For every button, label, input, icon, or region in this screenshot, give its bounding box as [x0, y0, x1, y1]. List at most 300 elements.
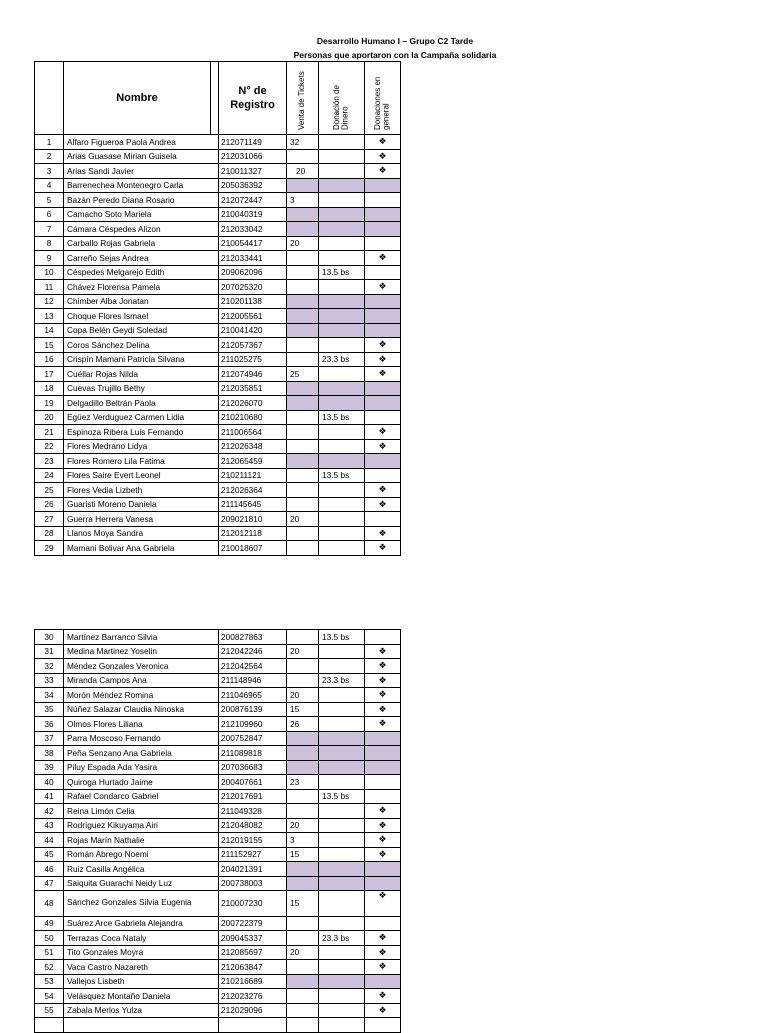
row-number: 33 — [35, 673, 64, 688]
row-tickets — [287, 876, 319, 891]
row-registro: 211006564 — [219, 425, 287, 440]
row-number: 35 — [35, 702, 64, 717]
table-row — [35, 1018, 401, 1033]
row-registro: 200827863 — [219, 630, 287, 645]
row-dinero — [319, 960, 365, 975]
row-registro: 210201138 — [219, 294, 287, 309]
row-general: ❖ — [365, 251, 401, 266]
row-registro: 212031066 — [219, 149, 287, 164]
row-registro: 210007230 — [219, 891, 287, 917]
contributors-table-part1 — [34, 61, 401, 556]
table-row — [35, 512, 401, 527]
row-name: Flores Romero Lila Fatima — [64, 454, 219, 469]
row-dinero: 23.3 bs — [319, 352, 365, 367]
row-tickets: 20 — [287, 945, 319, 960]
row-tickets: 20 — [287, 512, 319, 527]
row-tickets — [287, 309, 319, 324]
row-general — [365, 193, 401, 208]
row-name: Delgadillo Beltrán Paola — [64, 396, 219, 411]
row-general — [365, 775, 401, 790]
row-tickets — [287, 323, 319, 338]
row-registro: 210216689 — [219, 974, 287, 989]
table-row — [35, 265, 401, 280]
row-dinero — [319, 367, 365, 382]
row-dinero — [319, 280, 365, 295]
row-number: 54 — [35, 989, 64, 1004]
header-general — [365, 62, 401, 135]
row-general — [365, 512, 401, 527]
table-row — [35, 974, 401, 989]
table-row — [35, 309, 401, 324]
row-general: ❖ — [365, 425, 401, 440]
row-dinero — [319, 512, 365, 527]
table-row — [35, 818, 401, 833]
table-body-part1 — [35, 135, 401, 556]
table-row — [35, 876, 401, 891]
row-general — [365, 236, 401, 251]
header-tickets — [287, 62, 319, 135]
row-name: Medina Martinez Yoselin — [64, 644, 219, 659]
row-tickets: 20 — [287, 644, 319, 659]
table-row — [35, 468, 401, 483]
row-name: Velásquez Montaño Daniela — [64, 989, 219, 1004]
row-dinero — [319, 731, 365, 746]
row-dinero — [319, 222, 365, 237]
row-tickets — [287, 352, 319, 367]
table-row — [35, 804, 401, 819]
row-general: ❖ — [365, 526, 401, 541]
row-general — [365, 222, 401, 237]
table-row — [35, 294, 401, 309]
row-number: 26 — [35, 497, 64, 512]
row-name: Vallejos Lisbeth — [64, 974, 219, 989]
row-general — [365, 309, 401, 324]
table-row — [35, 164, 401, 179]
row-general — [365, 916, 401, 931]
table-row — [35, 862, 401, 877]
row-tickets: 20 — [287, 236, 319, 251]
row-tickets — [287, 760, 319, 775]
row-number: 43 — [35, 818, 64, 833]
row-number: 28 — [35, 526, 64, 541]
row-name — [64, 1018, 219, 1033]
table-row — [35, 1003, 401, 1018]
row-tickets: 20 — [287, 164, 319, 179]
row-dinero — [319, 178, 365, 193]
row-registro: 210040319 — [219, 207, 287, 222]
row-tickets — [287, 410, 319, 425]
row-general: ❖ — [365, 931, 401, 946]
table-row — [35, 702, 401, 717]
row-name: Reina Limón Celia — [64, 804, 219, 819]
row-number: 13 — [35, 309, 64, 324]
row-dinero — [319, 323, 365, 338]
row-general: ❖ — [365, 945, 401, 960]
row-number: 7 — [35, 222, 64, 237]
table-row — [35, 323, 401, 338]
row-tickets — [287, 931, 319, 946]
row-dinero — [319, 425, 365, 440]
row-name: Guerra Herrera Vanesa — [64, 512, 219, 527]
row-general — [365, 410, 401, 425]
row-number: 2 — [35, 149, 64, 164]
row-registro: 205036392 — [219, 178, 287, 193]
header-general-label: Donaciones en general — [373, 76, 391, 131]
row-registro: 210018607 — [219, 541, 287, 556]
row-general: ❖ — [365, 688, 401, 703]
row-number: 24 — [35, 468, 64, 483]
row-registro: 210210680 — [219, 410, 287, 425]
row-registro: 204021391 — [219, 862, 287, 877]
row-dinero — [319, 149, 365, 164]
table-row — [35, 439, 401, 454]
row-dinero: 13.5 bs — [319, 789, 365, 804]
row-number: 37 — [35, 731, 64, 746]
row-name: Crispín Mamani Patricia Silvana — [64, 352, 219, 367]
table-row — [35, 236, 401, 251]
row-number: 17 — [35, 367, 64, 382]
row-tickets — [287, 497, 319, 512]
row-registro: 212063847 — [219, 960, 287, 975]
row-tickets — [287, 294, 319, 309]
row-registro: 209062096 — [219, 265, 287, 280]
row-number: 55 — [35, 1003, 64, 1018]
table-row — [35, 746, 401, 761]
row-registro: 212072447 — [219, 193, 287, 208]
row-name: Bazán Peredo Diana Rosario — [64, 193, 219, 208]
row-registro: 212065459 — [219, 454, 287, 469]
row-registro: 210041420 — [219, 323, 287, 338]
row-name: Guaristi Moreno Daniela — [64, 497, 219, 512]
row-general: ❖ — [365, 804, 401, 819]
row-number: 22 — [35, 439, 64, 454]
table-row — [35, 454, 401, 469]
row-tickets — [287, 207, 319, 222]
row-tickets: 15 — [287, 847, 319, 862]
row-dinero — [319, 862, 365, 877]
row-tickets — [287, 1018, 319, 1033]
row-number — [35, 1018, 64, 1033]
header-spacer — [211, 62, 219, 135]
row-name: Carreño Sejas Andrea — [64, 251, 219, 266]
row-tickets — [287, 149, 319, 164]
document-title: Desarrollo Humano I – Grupo C2 Tarde — [316, 36, 474, 46]
row-tickets: 3 — [287, 833, 319, 848]
table-row — [35, 945, 401, 960]
row-name: Peña Senzano Ana Gabriela — [64, 746, 219, 761]
row-registro: 211152927 — [219, 847, 287, 862]
row-dinero — [319, 891, 365, 917]
row-name: Saiquita Guarachi Neidy Luz — [64, 876, 219, 891]
row-tickets — [287, 673, 319, 688]
row-general: ❖ — [365, 659, 401, 674]
row-dinero — [319, 164, 365, 179]
row-number: 32 — [35, 659, 64, 674]
row-dinero — [319, 760, 365, 775]
row-dinero — [319, 1003, 365, 1018]
table-row — [35, 149, 401, 164]
row-general — [365, 789, 401, 804]
row-registro: 212042246 — [219, 644, 287, 659]
row-general — [365, 731, 401, 746]
row-registro: 212033441 — [219, 251, 287, 266]
row-tickets — [287, 974, 319, 989]
row-dinero — [319, 717, 365, 732]
row-registro: 200722379 — [219, 916, 287, 931]
row-name: Llanos Moya Sandra — [64, 526, 219, 541]
table-row — [35, 673, 401, 688]
row-dinero: 13.5 bs — [319, 265, 365, 280]
row-dinero — [319, 804, 365, 819]
row-tickets — [287, 425, 319, 440]
row-dinero: 13.5 bs — [319, 630, 365, 645]
row-tickets — [287, 630, 319, 645]
row-number: 18 — [35, 381, 64, 396]
row-number: 23 — [35, 454, 64, 469]
row-number: 30 — [35, 630, 64, 645]
row-number: 48 — [35, 891, 64, 917]
row-tickets — [287, 381, 319, 396]
table-row — [35, 497, 401, 512]
row-general: ❖ — [365, 833, 401, 848]
row-number: 11 — [35, 280, 64, 295]
row-name: Rodríguez Kikuyama Airi — [64, 818, 219, 833]
row-general: ❖ — [365, 644, 401, 659]
row-number: 6 — [35, 207, 64, 222]
row-dinero — [319, 746, 365, 761]
row-registro: 200407661 — [219, 775, 287, 790]
table-row — [35, 193, 401, 208]
table-row — [35, 207, 401, 222]
row-number: 38 — [35, 746, 64, 761]
row-number: 12 — [35, 294, 64, 309]
row-tickets: 32 — [287, 135, 319, 150]
row-name: Rafael Condarco Gabriel — [64, 789, 219, 804]
row-number: 16 — [35, 352, 64, 367]
row-tickets — [287, 483, 319, 498]
table-row — [35, 135, 401, 150]
row-registro: 210011327 — [219, 164, 287, 179]
row-number: 53 — [35, 974, 64, 989]
row-number: 14 — [35, 323, 64, 338]
row-registro: 212019155 — [219, 833, 287, 848]
table-row — [35, 789, 401, 804]
row-number: 47 — [35, 876, 64, 891]
table-row — [35, 916, 401, 931]
row-number: 42 — [35, 804, 64, 819]
row-tickets — [287, 396, 319, 411]
row-name: Egüez Verduguez Carmen Lidia — [64, 410, 219, 425]
row-general: ❖ — [365, 891, 401, 917]
row-general — [365, 974, 401, 989]
row-registro: 211089818 — [219, 746, 287, 761]
row-number: 52 — [35, 960, 64, 975]
row-registro: 210054417 — [219, 236, 287, 251]
table-row — [35, 833, 401, 848]
row-general: ❖ — [365, 497, 401, 512]
row-dinero — [319, 483, 365, 498]
row-tickets — [287, 746, 319, 761]
row-dinero — [319, 497, 365, 512]
contributors-table-part2 — [34, 629, 401, 1033]
row-dinero: 13.5 bs — [319, 468, 365, 483]
row-general — [365, 746, 401, 761]
row-number: 25 — [35, 483, 64, 498]
row-name: Ruiz Casilla Angélica — [64, 862, 219, 877]
row-name: Barrenechea Montenegro Carla — [64, 178, 219, 193]
row-name: Copa Belén Geydi Soledad — [64, 323, 219, 338]
row-name: Flores Saire Evert Leonel — [64, 468, 219, 483]
row-name: Piluy Espada Ada Yasira — [64, 760, 219, 775]
row-general: ❖ — [365, 352, 401, 367]
row-general — [365, 1018, 401, 1033]
table-row — [35, 425, 401, 440]
row-general: ❖ — [365, 338, 401, 353]
row-name: Suárez Arce Gabriela Alejandra — [64, 916, 219, 931]
row-registro: 212035851 — [219, 381, 287, 396]
row-tickets — [287, 1003, 319, 1018]
row-tickets — [287, 439, 319, 454]
row-registro: 200876139 — [219, 702, 287, 717]
row-dinero — [319, 294, 365, 309]
row-tickets — [287, 265, 319, 280]
row-name: Arias Sandi Javier — [64, 164, 219, 179]
row-registro: 211049328 — [219, 804, 287, 819]
row-dinero — [319, 251, 365, 266]
row-tickets — [287, 731, 319, 746]
row-dinero — [319, 916, 365, 931]
row-registro: 212026348 — [219, 439, 287, 454]
row-registro: 211046965 — [219, 688, 287, 703]
row-general: ❖ — [365, 717, 401, 732]
row-number: 1 — [35, 135, 64, 150]
row-name: Tito Gonzales Moyra — [64, 945, 219, 960]
row-number: 20 — [35, 410, 64, 425]
row-name: Cuevas Trujillo Bethy — [64, 381, 219, 396]
row-name: Espinoza Ribera Luis Fernando — [64, 425, 219, 440]
row-tickets — [287, 804, 319, 819]
row-name: Martínez Barranco Silvia — [64, 630, 219, 645]
table-body-part2 — [35, 630, 401, 1033]
row-tickets: 3 — [287, 193, 319, 208]
row-number: 19 — [35, 396, 64, 411]
row-number: 8 — [35, 236, 64, 251]
row-tickets — [287, 454, 319, 469]
row-general: ❖ — [365, 149, 401, 164]
row-tickets: 20 — [287, 818, 319, 833]
row-number: 34 — [35, 688, 64, 703]
row-general — [365, 178, 401, 193]
row-number: 29 — [35, 541, 64, 556]
row-general: ❖ — [365, 439, 401, 454]
row-registro: 212023276 — [219, 989, 287, 1004]
row-tickets — [287, 280, 319, 295]
row-dinero — [319, 396, 365, 411]
row-dinero — [319, 818, 365, 833]
row-tickets — [287, 989, 319, 1004]
row-dinero — [319, 236, 365, 251]
row-number: 31 — [35, 644, 64, 659]
row-dinero — [319, 847, 365, 862]
row-registro: 212048082 — [219, 818, 287, 833]
row-general: ❖ — [365, 367, 401, 382]
row-dinero — [319, 193, 365, 208]
row-registro: 212042564 — [219, 659, 287, 674]
row-general: ❖ — [365, 541, 401, 556]
table-row — [35, 410, 401, 425]
table-row — [35, 659, 401, 674]
table-row — [35, 688, 401, 703]
row-registro: 212029096 — [219, 1003, 287, 1018]
row-dinero: 23.3 bs — [319, 931, 365, 946]
row-number: 10 — [35, 265, 64, 280]
row-name: Sánchez Gonzales Silvia Eugenia — [64, 891, 219, 917]
row-name: Rojas Marín Nathalie — [64, 833, 219, 848]
row-number: 4 — [35, 178, 64, 193]
row-general: ❖ — [365, 483, 401, 498]
row-general: ❖ — [365, 960, 401, 975]
table-row — [35, 178, 401, 193]
row-number: 15 — [35, 338, 64, 353]
row-tickets — [287, 338, 319, 353]
row-dinero — [319, 833, 365, 848]
row-tickets — [287, 526, 319, 541]
row-number: 50 — [35, 931, 64, 946]
row-dinero — [319, 439, 365, 454]
table-row — [35, 731, 401, 746]
row-registro: 210211121 — [219, 468, 287, 483]
table-row — [35, 760, 401, 775]
row-tickets — [287, 789, 319, 804]
table-row — [35, 989, 401, 1004]
row-name: Morón Méndez Romina — [64, 688, 219, 703]
row-number: 21 — [35, 425, 64, 440]
row-name: Flores Medrano Lidya — [64, 439, 219, 454]
table-row — [35, 367, 401, 382]
row-number: 3 — [35, 164, 64, 179]
row-general — [365, 468, 401, 483]
row-general — [365, 294, 401, 309]
row-dinero — [319, 381, 365, 396]
row-registro: 212026364 — [219, 483, 287, 498]
row-tickets: 26 — [287, 717, 319, 732]
header-dinero — [319, 62, 365, 135]
row-dinero — [319, 1018, 365, 1033]
row-name: Arias Guasase Mirian Guisela — [64, 149, 219, 164]
table-row — [35, 775, 401, 790]
row-dinero — [319, 688, 365, 703]
row-tickets — [287, 178, 319, 193]
row-name: Céspedes Melgarejo Edith — [64, 265, 219, 280]
row-general: ❖ — [365, 847, 401, 862]
header-tickets-label: Venta de Tickets — [297, 71, 307, 131]
table-row — [35, 541, 401, 556]
table-row — [35, 526, 401, 541]
row-name: Zabala Merlos Yulza — [64, 1003, 219, 1018]
row-number: 46 — [35, 862, 64, 877]
row-number: 41 — [35, 789, 64, 804]
row-number: 5 — [35, 193, 64, 208]
row-number: 27 — [35, 512, 64, 527]
table-row — [35, 381, 401, 396]
row-registro: 212017691 — [219, 789, 287, 804]
row-number: 49 — [35, 916, 64, 931]
row-general: ❖ — [365, 135, 401, 150]
row-general — [365, 323, 401, 338]
row-dinero — [319, 702, 365, 717]
row-registro: 200752847 — [219, 731, 287, 746]
row-number: 36 — [35, 717, 64, 732]
